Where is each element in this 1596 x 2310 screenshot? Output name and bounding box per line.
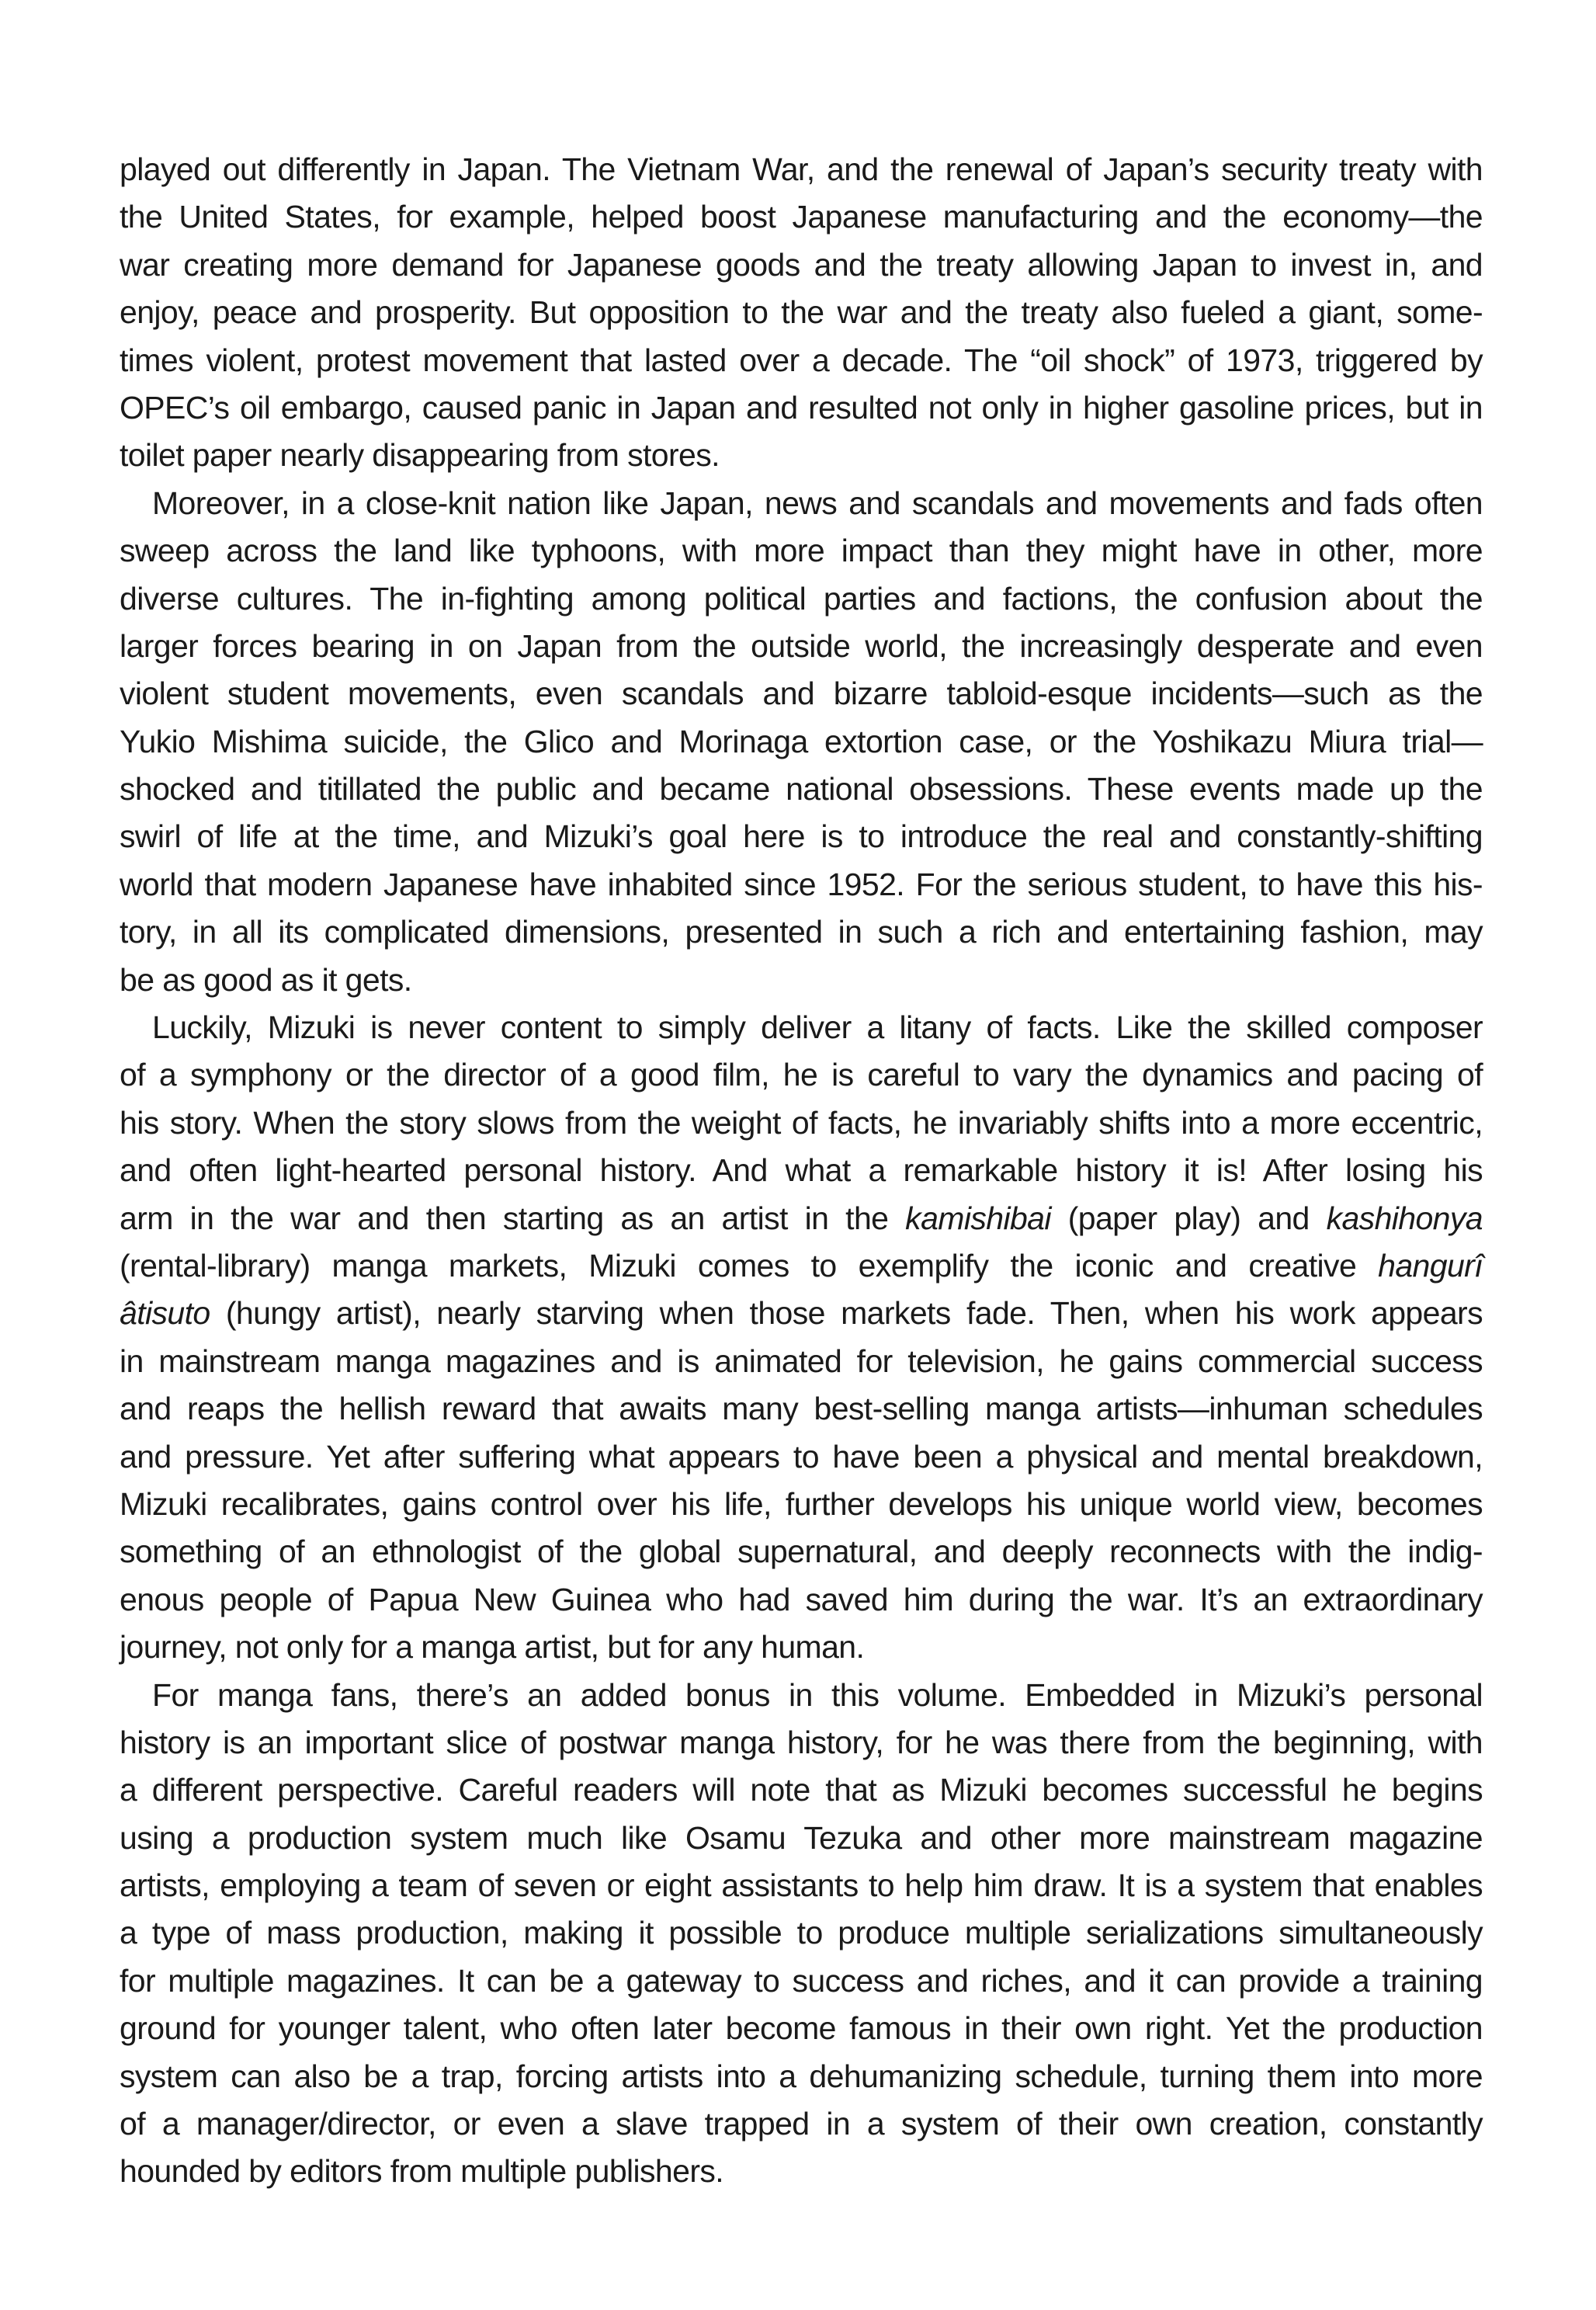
text-run: system can also be a trap, forcing artists into a dehumanizing schedule, turning them into more	[120, 2058, 1483, 2094]
book-page	[120, 146, 1483, 2196]
text-run: world that modern Japanese have inhabited since 1952. For the serious student, to have this his-	[120, 866, 1483, 902]
text-run: history is an important slice of postwar manga history, for he was there from the beginning, with	[120, 1724, 1483, 1760]
text-run: enous people of Papua New Guinea who had saved him during the war. It’s an extraordinary	[120, 1581, 1483, 1617]
text-line	[120, 957, 1483, 1004]
text-line	[120, 432, 1483, 479]
text-line	[120, 337, 1483, 384]
text-line	[120, 2005, 1483, 2052]
text-run: diverse cultures. The in-fighting among political parties and factions, the confusion about the	[120, 580, 1483, 617]
text-line	[120, 1433, 1483, 1481]
text-line	[120, 480, 1483, 527]
text-line	[120, 2148, 1483, 2195]
paragraph	[120, 1004, 1483, 1671]
text-run: times violent, protest movement that lasted over a decade. The “oil shock” of 1973, triggered by	[120, 342, 1483, 378]
text-line	[120, 1242, 1483, 1290]
text-line	[120, 1099, 1483, 1147]
text-run: sweep across the land like typhoons, with more impact than they might have in other, more	[120, 533, 1483, 569]
text-run: swirl of life at the time, and Mizuki’s goal here is to introduce the real and constantly-shifting	[120, 818, 1483, 855]
paragraph	[120, 480, 1483, 1004]
text-line	[120, 289, 1483, 336]
text-line	[120, 1195, 1483, 1242]
body-text	[120, 146, 1483, 2196]
text-run: enjoy, peace and prosperity. But opposition to the war and the treaty also fueled a giant, some-	[120, 294, 1483, 331]
text-run: toilet paper nearly disappearing from stores.	[120, 437, 720, 474]
text-run: of a manager/director, or even a slave trapped in a system of their own creation, constantly	[120, 2106, 1483, 2142]
paragraph	[120, 1672, 1483, 2196]
text-run: For manga fans, there’s an added bonus in this volume. Embedded in Mizuki’s personal	[152, 1676, 1483, 1713]
text-run: hounded by editors from multiple publishers.	[120, 2153, 724, 2190]
text-line	[120, 908, 1483, 956]
text-line	[120, 1862, 1483, 1909]
text-run: ground for younger talent, who often later become famous in their own right. Yet the production	[120, 2010, 1483, 2047]
text-line	[120, 1957, 1483, 2005]
text-run: Mizuki recalibrates, gains control over his life, further develops his unique world view, becomes	[120, 1485, 1483, 1522]
text-line	[120, 2100, 1483, 2148]
text-line	[120, 1576, 1483, 1624]
text-run: Yukio Mishima suicide, the Glico and Morinaga extortion case, or the Yoshikazu Miura trial—	[120, 723, 1483, 759]
text-run: of a symphony or the director of a good film, he is careful to vary the dynamics and pacing of	[120, 1057, 1483, 1093]
text-line	[120, 384, 1483, 432]
text-run: a different perspective. Careful readers will note that as Mizuki becomes successful he begins	[120, 1772, 1483, 1808]
text-run: arm in the war and then starting as an artist in the	[120, 1200, 906, 1236]
text-run: artists, employing a team of seven or eight assistants to help him draw. It is a system that enables	[120, 1867, 1483, 1904]
text-run: (rental-library) manga markets, Mizuki comes to exemplify the iconic and creative	[120, 1247, 1379, 1284]
text-run: Luckily, Mizuki is never content to simply deliver a litany of facts. Like the skilled composer	[152, 1009, 1483, 1046]
text-line	[120, 1766, 1483, 1814]
text-run: tory, in all its complicated dimensions, presented in such a rich and entertaining fashion, may	[120, 914, 1483, 950]
text-line	[120, 527, 1483, 575]
text-line	[120, 575, 1483, 623]
text-run: shocked and titillated the public and became national obsessions. These events made up the	[120, 771, 1483, 808]
text-run: war creating more demand for Japanese goods and the treaty allowing Japan to invest in, and	[120, 246, 1483, 283]
text-line	[120, 1528, 1483, 1575]
text-line	[120, 1909, 1483, 1957]
text-line	[120, 1481, 1483, 1528]
text-line	[120, 813, 1483, 860]
text-line	[120, 241, 1483, 289]
text-line	[120, 670, 1483, 717]
text-line	[120, 1147, 1483, 1194]
text-run: something of an ethnologist of the global supernatural, and deeply reconnects with the indig-	[120, 1534, 1483, 1570]
text-line	[120, 861, 1483, 908]
text-line	[120, 766, 1483, 813]
text-line	[120, 1004, 1483, 1051]
text-run: violent student movements, even scandals and bizarre tabloid-esque incidents—such as the	[120, 676, 1483, 712]
text-line	[120, 1290, 1483, 1337]
text-run: using a production system much like Osamu Tezuka and other more mainstream magazine	[120, 1819, 1483, 1856]
text-line	[120, 1385, 1483, 1433]
text-line	[120, 146, 1483, 193]
text-run: and reaps the hellish reward that awaits many best-selling manga artists—inhuman schedules	[120, 1391, 1483, 1427]
text-line	[120, 1719, 1483, 1766]
text-line	[120, 623, 1483, 670]
italic-term: hangurî	[1378, 1247, 1483, 1284]
text-run: (hungy artist), nearly starving when those markets fade. Then, when his work appears	[210, 1295, 1483, 1332]
text-run: the United States, for example, helped boost Japanese manufacturing and the economy—the	[120, 199, 1483, 235]
text-line	[120, 1338, 1483, 1385]
italic-term: kashihonya	[1326, 1200, 1483, 1236]
paragraph	[120, 146, 1483, 480]
text-run: a type of mass production, making it possible to produce multiple serializations simultaneously	[120, 1915, 1483, 1951]
text-run: and pressure. Yet after suffering what appears to have been a physical and mental breakdown,	[120, 1438, 1483, 1475]
text-run: (paper play) and	[1050, 1200, 1327, 1236]
text-line	[120, 2053, 1483, 2100]
text-run: his story. When the story slows from the weight of facts, he invariably shifts into a more eccentric,	[120, 1104, 1483, 1141]
text-run: for multiple magazines. It can be a gateway to success and riches, and it can provide a training	[120, 1962, 1483, 1999]
text-run: and often light-hearted personal history. And what a remarkable history it is! After losing his	[120, 1152, 1483, 1189]
text-line	[120, 1672, 1483, 1719]
text-line	[120, 1624, 1483, 1671]
italic-term: âtisuto	[120, 1295, 210, 1332]
italic-term: kamishibai	[905, 1200, 1051, 1236]
text-line	[120, 193, 1483, 241]
text-line	[120, 718, 1483, 766]
text-run: played out differently in Japan. The Vietnam War, and the renewal of Japan’s security treaty with	[120, 151, 1483, 187]
text-run: journey, not only for a manga artist, but for any human.	[120, 1629, 865, 1666]
text-line	[120, 1051, 1483, 1099]
text-line	[120, 1815, 1483, 1862]
text-run: OPEC’s oil embargo, caused panic in Japan and resulted not only in higher gasoline prices, but in	[120, 389, 1483, 426]
text-run: larger forces bearing in on Japan from the outside world, the increasingly desperate and even	[120, 627, 1483, 664]
text-run: be as good as it gets.	[120, 961, 412, 998]
text-run: Moreover, in a close-knit nation like Japan, news and scandals and movements and fads often	[152, 485, 1483, 521]
text-run: in mainstream manga magazines and is animated for television, he gains commercial success	[120, 1343, 1483, 1379]
